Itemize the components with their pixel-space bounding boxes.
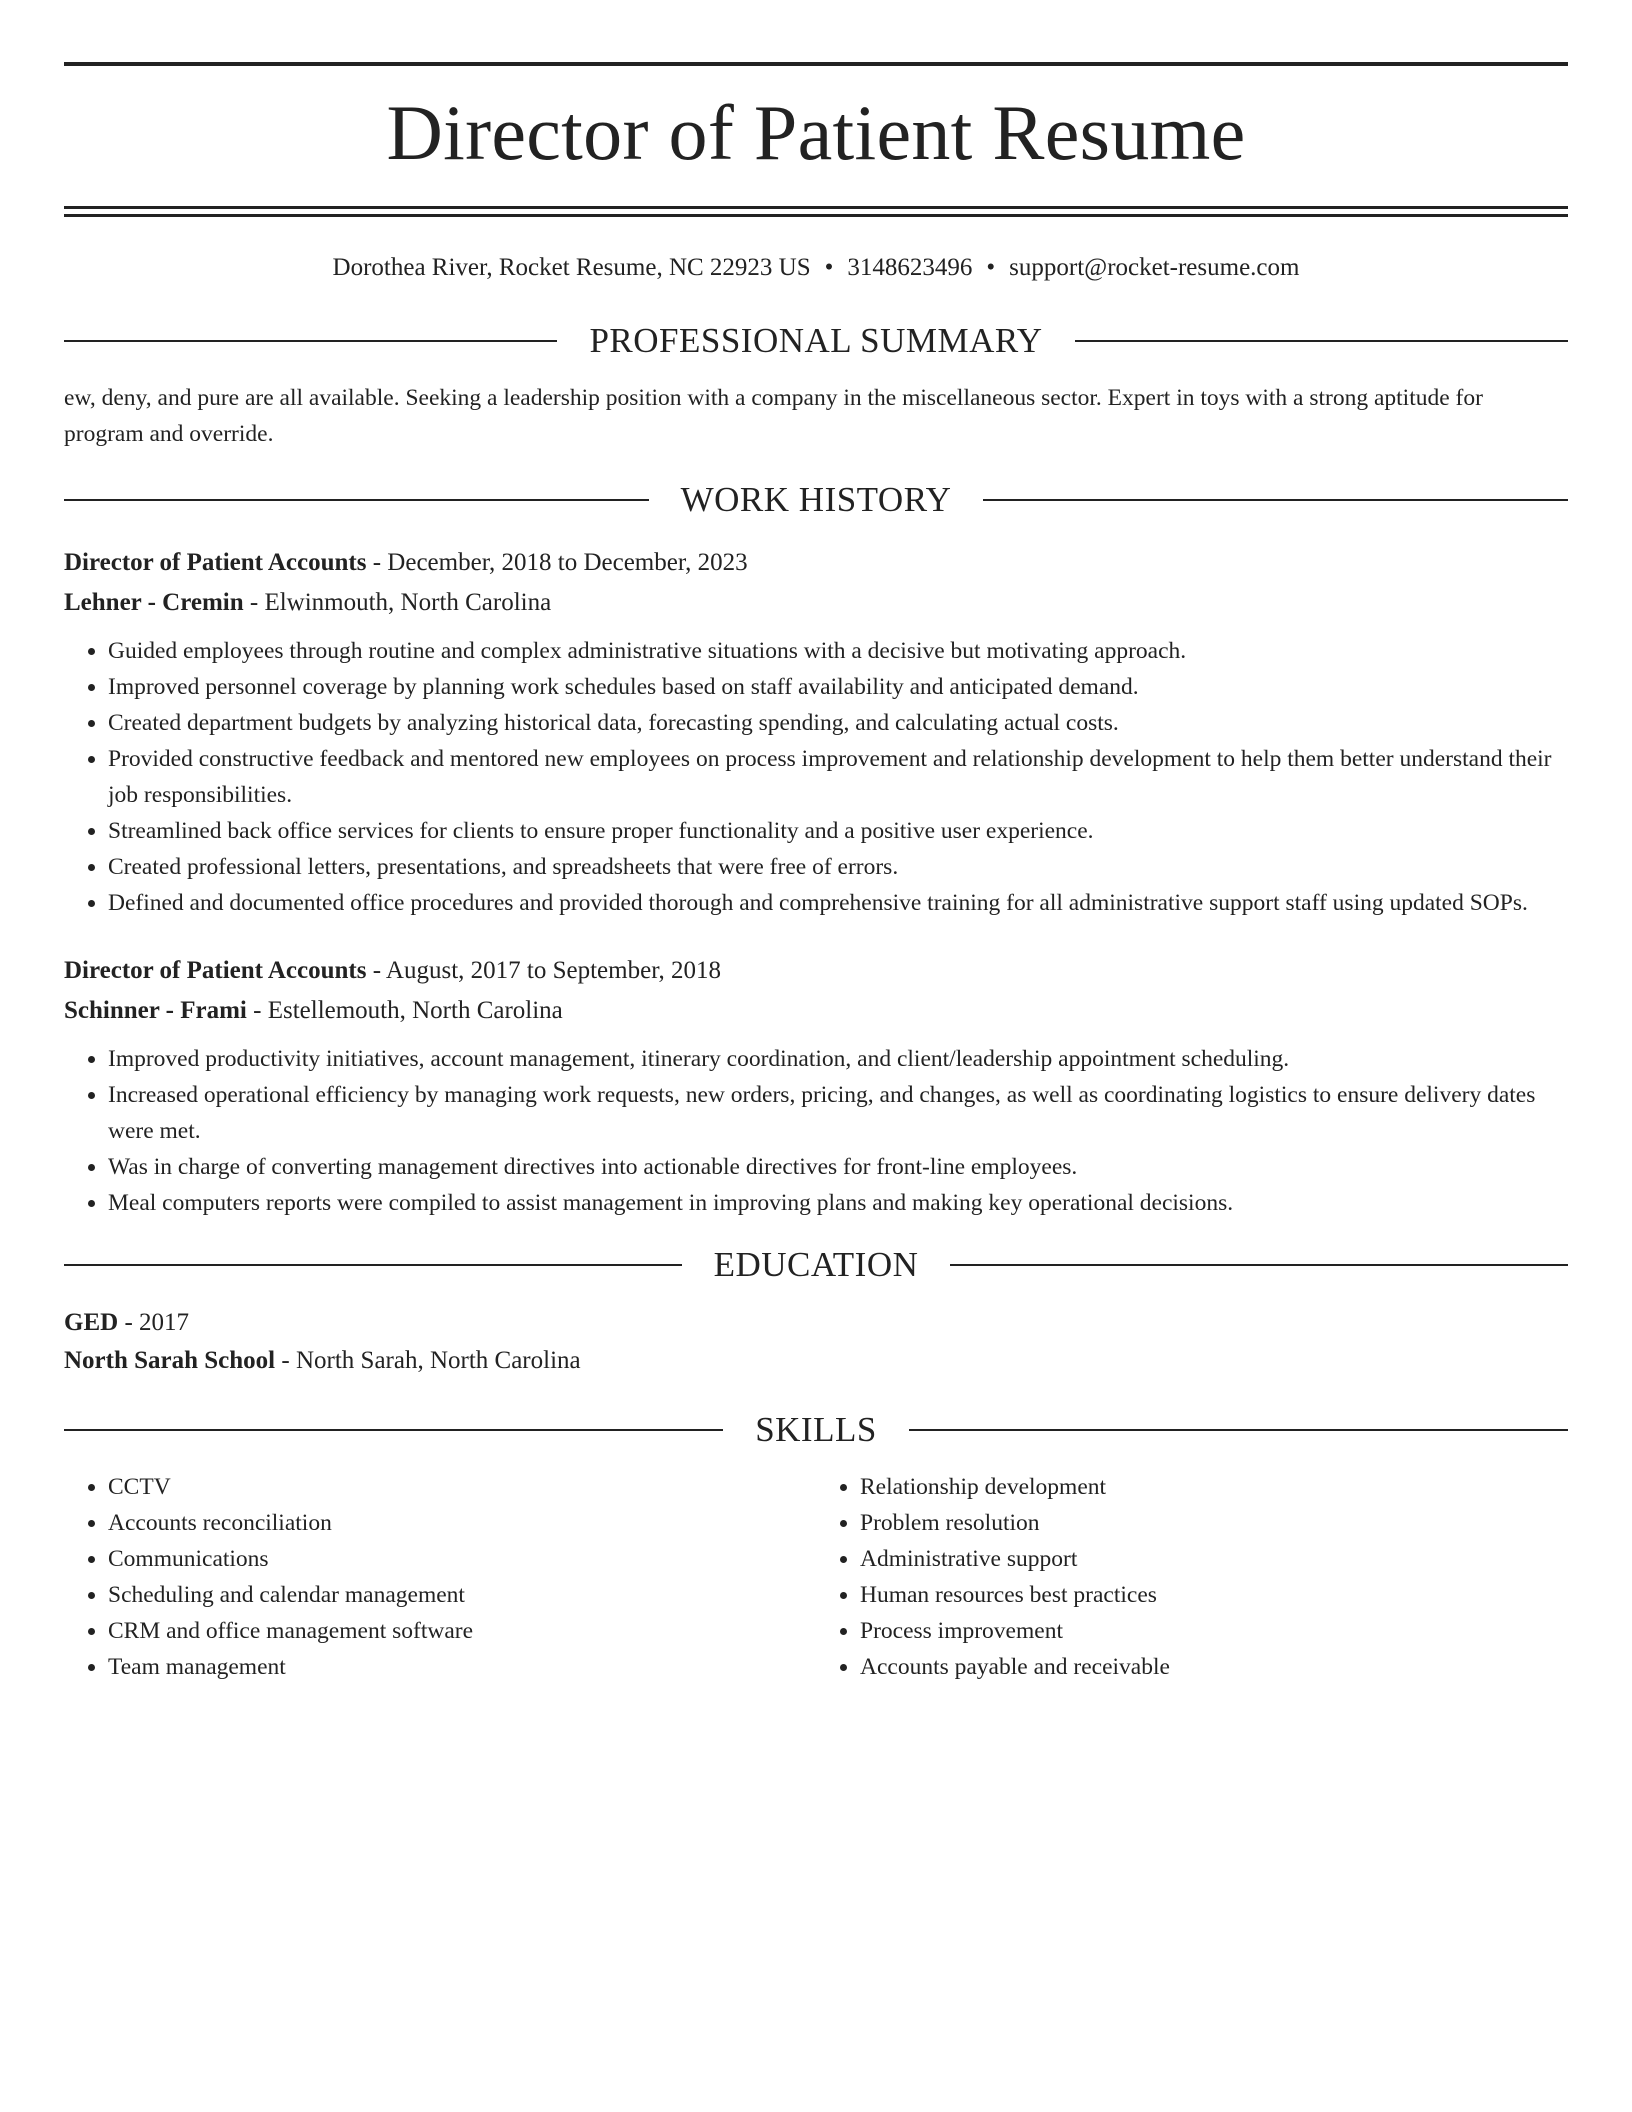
list-item: • Improved personnel coverage by planning work schedules based on staff availability and anticipated demand.: [108, 669, 1568, 705]
skill-item: • Scheduling and calendar management: [108, 1577, 816, 1613]
education-school: North Sarah School: [64, 1347, 276, 1374]
skill-item: • CCTV: [108, 1469, 816, 1505]
job-dates: - August, 2017 to September, 2018: [366, 957, 722, 984]
heading-rule-right: [950, 1264, 1568, 1266]
section-heading-summary: [64, 323, 1568, 358]
education-year: - 2017: [118, 1309, 190, 1336]
education-degree: GED: [64, 1309, 119, 1336]
skill-item: • Relationship development: [860, 1469, 1568, 1505]
skill-item: • CRM and office management software: [108, 1613, 816, 1649]
heading-rule-right: [909, 1429, 1568, 1431]
job-bullets: [64, 1041, 1568, 1221]
education-school-line: [64, 1342, 1568, 1380]
list-item: • Created department budgets by analyzing historical data, forecasting spending, and calculating actual costs.: [108, 705, 1568, 741]
contact-line: [64, 253, 1568, 283]
resume-content: [64, 62, 1568, 1685]
job-title: Director of Patient Accounts: [64, 957, 367, 984]
job-title-line: [64, 543, 1568, 583]
skills-columns: [64, 1469, 1568, 1685]
skill-item: • Administrative support: [860, 1541, 1568, 1577]
contact-address: Dorothea River, Rocket Resume, NC 22923 US: [332, 254, 811, 281]
job-company-line: [64, 583, 1568, 623]
section-title: SKILLS: [755, 1410, 877, 1449]
list-item: • Guided employees through routine and complex administrative situations with a decisive but motivating approach.: [108, 633, 1568, 669]
job-title-line: [64, 951, 1568, 991]
top-rule: [64, 62, 1568, 66]
job-company: Lehner - Cremin: [64, 589, 244, 616]
contact-separator: •: [824, 254, 834, 281]
job-location: - Elwinmouth, North Carolina: [243, 589, 552, 616]
list-item: • Improved productivity initiatives, account management, itinerary coordination, and client/leadership appointment scheduling.: [108, 1041, 1568, 1077]
heading-rule-left: [64, 1429, 723, 1431]
heading-rule-left: [64, 340, 557, 342]
list-item: • Created professional letters, presentations, and spreadsheets that were free of errors.: [108, 849, 1568, 885]
skill-item: • Process improvement: [860, 1613, 1568, 1649]
job-entry: [64, 543, 1568, 921]
job-location: - Estellemouth, North Carolina: [246, 997, 563, 1024]
skill-item: • Accounts payable and receivable: [860, 1649, 1568, 1685]
heading-rule-right: [983, 499, 1568, 501]
heading-rule-right: [1075, 340, 1568, 342]
skill-item: • Accounts reconciliation: [108, 1505, 816, 1541]
job-title: Director of Patient Accounts: [64, 549, 367, 576]
list-item: • Increased operational efficiency by managing work requests, new orders, pricing, and changes, as well as coordinating logistics to ensure delivery dates were met.: [108, 1077, 1568, 1149]
contact-phone: 3148623496: [847, 254, 973, 281]
section-heading-education: [64, 1247, 1568, 1282]
list-item: • Meal computers reports were compiled to assist management in improving plans and making key operational decisions.: [108, 1185, 1568, 1221]
list-item: • Streamlined back office services for clients to ensure proper functionality and a positive user experience.: [108, 813, 1568, 849]
education-degree-line: [64, 1304, 1568, 1342]
heading-rule-left: [64, 499, 649, 501]
education-entry: [64, 1304, 1568, 1380]
summary-text: ew, deny, and pure are all available. Seeking a leadership position with a company in the miscellaneous sector. Expert in toys with a strong aptitude for program and override.: [64, 385, 1483, 447]
page-title: Director of Patient Resume: [386, 89, 1246, 176]
skill-item: • Problem resolution: [860, 1505, 1568, 1541]
section-title: PROFESSIONAL SUMMARY: [589, 321, 1043, 360]
job-company-line: [64, 991, 1568, 1031]
job-bullets: [64, 633, 1568, 921]
list-item: • Provided constructive feedback and mentored new employees on process improvement and relationship development to help them better understand their job responsibilities.: [108, 741, 1568, 813]
skill-item: • Team management: [108, 1649, 816, 1685]
skills-list-left: [64, 1469, 816, 1685]
title-double-rule: [64, 206, 1568, 217]
contact-email: support@rocket-resume.com: [1009, 254, 1300, 281]
section-title: EDUCATION: [713, 1245, 919, 1284]
job-company: Schinner - Frami: [64, 997, 247, 1024]
job-entry: [64, 951, 1568, 1221]
skill-item: • Communications: [108, 1541, 816, 1577]
section-heading-work: [64, 482, 1568, 517]
section-title: WORK HISTORY: [680, 480, 952, 519]
section-heading-skills: [64, 1412, 1568, 1447]
list-item: • Defined and documented office procedures and provided thorough and comprehensive training for all administrative support staff using updated SOPs.: [108, 885, 1568, 921]
list-item: • Was in charge of converting management directives into actionable directives for front-line employees.: [108, 1149, 1568, 1185]
skills-list-right: [816, 1469, 1568, 1685]
job-dates: - December, 2018 to December, 2023: [366, 549, 748, 576]
heading-rule-left: [64, 1264, 682, 1266]
contact-separator: •: [986, 254, 996, 281]
education-location: - North Sarah, North Carolina: [275, 1347, 581, 1374]
skill-item: • Human resources best practices: [860, 1577, 1568, 1613]
